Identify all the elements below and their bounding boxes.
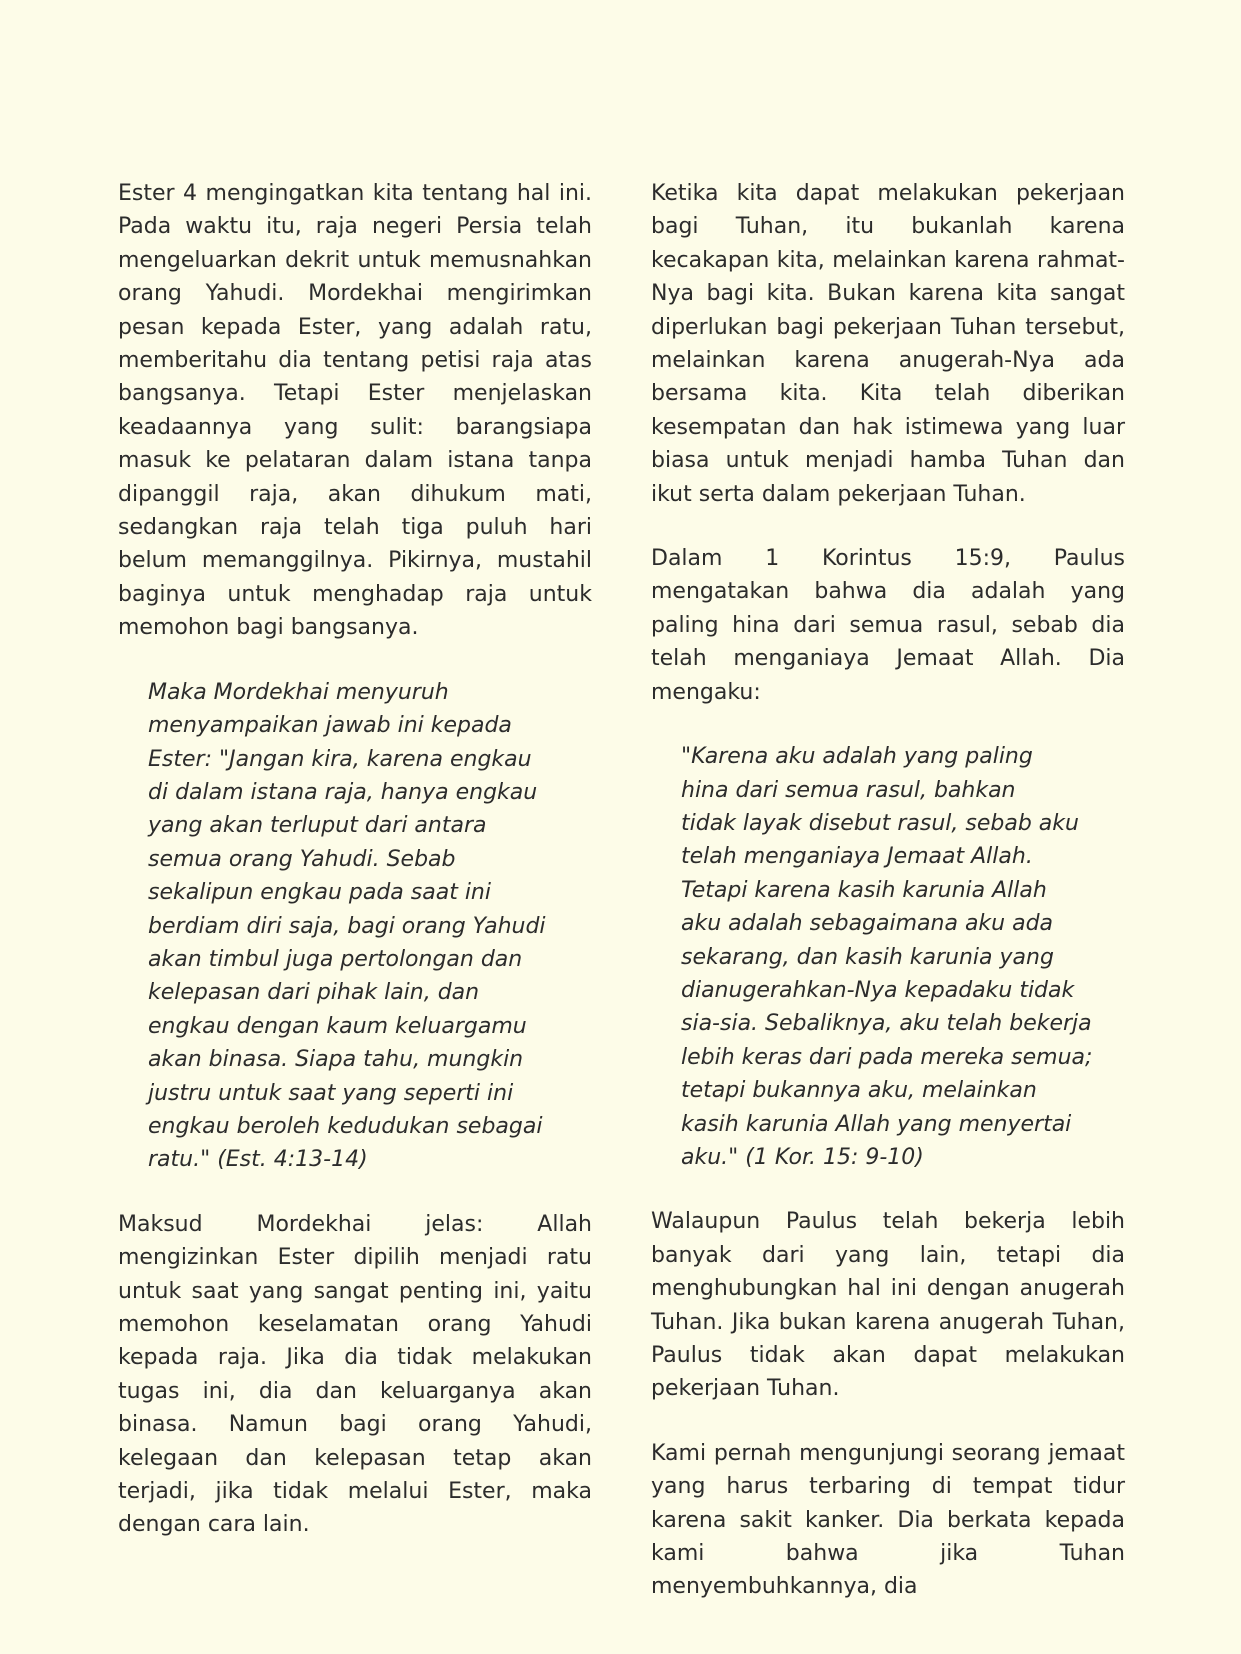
- left-column: [118, 177, 592, 1573]
- quote-line: aku adalah sebagaimana aku ada: [681, 911, 1054, 937]
- quote-line: telah menganiaya Jemaat Allah.: [681, 844, 1033, 870]
- left-scripture-quote: [148, 676, 592, 1177]
- quote-line: sekarang, dan kasih karunia yang: [681, 944, 1054, 970]
- right-scripture-quote: [681, 740, 1125, 1174]
- quote-line: berdiam diri saja, bagi orang Yahudi: [148, 913, 546, 939]
- right-paragraph-2: Dalam 1 Korintus 15:9, Paulus mengatakan bahwa dia adalah yang paling hina dari semua rasul, sebab dia telah menganiaya Jemaat Allah. Dia mengaku:: [651, 546, 1125, 705]
- quote-line: kasih karunia Allah yang menyertai: [681, 1111, 1072, 1137]
- quote-line: sia-sia. Sebaliknya, aku telah bekerja: [681, 1011, 1092, 1037]
- right-paragraph-3: Walaupun Paulus telah bekerja lebih banyak dari yang lain, tetapi dia menghubungkan hal ini dengan anugerah Tuhan. Jika bukan karena anugerah Tuhan, Paulus tidak akan dapat melakukan pekerjaan Tuhan.: [651, 1209, 1125, 1402]
- quote-line: lebih keras dari pada mereka semua;: [681, 1044, 1093, 1070]
- quote-line: Tetapi karena kasih karunia Allah: [681, 877, 1047, 903]
- quote-line: ratu." (Est. 4:13-14): [148, 1147, 368, 1173]
- right-paragraph-1: Ketika kita dapat melakukan pekerjaan bagi Tuhan, itu bukanlah karena kecakapan kita, melainkan karena rahmat-Nya bagi kita. Bukan karena kita sangat diperlukan bagi pekerjaan Tuhan tersebut, melainkan karena anugerah-Nya ada bersama kita. Kita telah diberikan kesempatan dan hak istimewa yang luar biasa untuk menjadi hamba Tuhan dan ikut serta dalam pekerjaan Tuhan.: [651, 181, 1125, 507]
- quote-line: sekalipun engkau pada saat ini: [148, 880, 491, 906]
- quote-line: dianugerahkan-Nya kepadaku tidak: [681, 977, 1075, 1003]
- quote-line: yang akan terluput dari antara: [148, 813, 487, 839]
- quote-line: engkau dengan kaum keluargamu: [148, 1013, 527, 1039]
- quote-line: tidak layak disebut rasul, sebab aku: [681, 810, 1079, 836]
- quote-line: akan timbul juga pertolongan dan: [148, 946, 523, 972]
- quote-line: "Karena aku adalah yang paling: [681, 744, 1033, 770]
- quote-line: menyampaikan jawab ini kepada: [148, 713, 512, 739]
- quote-line: justru untuk saat yang seperti ini: [148, 1080, 514, 1106]
- quote-line: tetapi bukannya aku, melainkan: [681, 1078, 1037, 1104]
- quote-line: Ester: "Jangan kira, karena engkau: [148, 746, 532, 772]
- quote-line: engkau beroleh kedudukan sebagai: [148, 1113, 543, 1139]
- quote-line: akan binasa. Siapa tahu, mungkin: [148, 1047, 524, 1073]
- quote-line: semua orang Yahudi. Sebab: [148, 846, 456, 872]
- left-paragraph-1: Ester 4 mengingatkan kita tentang hal ini. Pada waktu itu, raja negeri Persia telah mengeluarkan dekrit untuk memusnahkan orang Yahudi. Mordekhai mengirimkan pesan kepada Ester, yang adalah ratu, memberitahu dia tentang petisi raja atas bangsanya. Tetapi Ester menjelaskan keadaannya yang sulit: barangsiapa masuk ke pelataran dalam istana tanpa dipanggil raja, akan dihukum mati, sedangkan raja telah tiga puluh hari belum memanggilnya. Pikirnya, mustahil baginya untuk menghadap raja untuk memohon bagi bangsanya.: [118, 181, 592, 641]
- quote-line: hina dari semua rasul, bahkan: [681, 777, 1016, 803]
- right-paragraph-4: Kami pernah mengunjungi seorang jemaat yang harus terbaring di tempat tidur karena sakit kanker. Dia berkata kepada kami bahwa jika Tuhan menyembuhkannya, dia: [651, 1440, 1125, 1600]
- quote-line: kelepasan dari pihak lain, dan: [148, 980, 480, 1006]
- left-paragraph-2: Maksud Mordekhai jelas: Allah mengizinkan Ester dipilih menjadi ratu untuk saat yang sangat penting ini, yaitu memohon keselamatan orang Yahudi kepada raja. Jika dia tidak melakukan tugas ini, dia dan keluarganya akan binasa. Namun bagi orang Yahudi, kelegaan dan kelepasan tetap akan terjadi, jika tidak melalui Ester, maka dengan cara lain.: [118, 1211, 592, 1538]
- quote-line: Maka Mordekhai menyuruh: [148, 679, 449, 705]
- right-column: [651, 177, 1125, 1635]
- quote-line: aku." (1 Kor. 15: 9-10): [681, 1144, 924, 1170]
- quote-line: di dalam istana raja, hanya engkau: [148, 779, 538, 805]
